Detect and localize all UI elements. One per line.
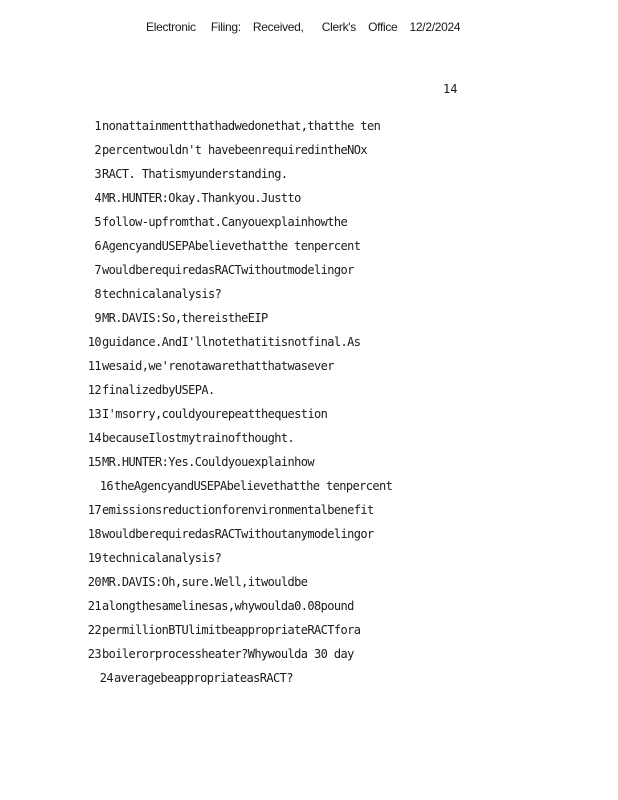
transcript-line: [84, 644, 554, 668]
line-text: becauseIlostmytrainofthought.: [102, 431, 295, 445]
line-text: RACT. Thatismyunderstanding.: [102, 167, 288, 181]
line-number: 17: [87, 503, 101, 517]
line-number: 16: [99, 479, 113, 493]
line-number: 4: [94, 191, 101, 205]
transcript-line: [84, 500, 554, 524]
line-number: 14: [87, 431, 101, 445]
line-number: 10: [87, 335, 101, 349]
transcript-line: [84, 668, 554, 692]
transcript-line: [84, 548, 554, 572]
line-text: wouldberequiredasRACTwithoutmodelingor: [102, 263, 354, 277]
line-text: finalizedbyUSEPA.: [102, 383, 215, 397]
transcript-line: [84, 188, 554, 212]
transcript-line: [84, 380, 554, 404]
line-number: 19: [87, 551, 101, 565]
transcript-line: [84, 524, 554, 548]
line-number: 24: [99, 671, 113, 685]
transcript-line: [84, 572, 554, 596]
line-number: 3: [94, 167, 101, 181]
transcript-line: [84, 164, 554, 188]
line-text: nonattainmentthathadwedonethat,thatthe ten: [102, 119, 381, 133]
line-text: MR.HUNTER:Yes.Couldyouexplainhow: [102, 455, 314, 469]
line-number: 5: [94, 215, 101, 229]
line-text: I'msorry,couldyourepeatthequestion: [102, 407, 328, 421]
line-number: 11: [87, 359, 101, 373]
transcript-line: [84, 116, 554, 140]
line-number: 20: [87, 575, 101, 589]
line-number: 6: [94, 239, 101, 253]
transcript-line: [84, 428, 554, 452]
transcript-line: [84, 356, 554, 380]
line-text: permillionBTUlimitbeappropriateRACTfora: [102, 623, 361, 637]
line-text: MR.DAVIS:So,thereistheEIP: [102, 311, 268, 325]
line-text: percentwouldn't havebeenrequiredintheNOx: [102, 143, 367, 157]
line-text: emissionsreductionforenvironmentalbenefit: [102, 503, 374, 517]
transcript-line: [84, 404, 554, 428]
line-text: follow-upfromthat.Canyouexplainhowthe: [102, 215, 348, 229]
page-number: 14: [443, 82, 458, 96]
line-number: 8: [94, 287, 101, 301]
line-text: alongthesamelinesas,whywoulda0.08pound: [102, 599, 354, 613]
transcript-line: [84, 596, 554, 620]
line-text: theAgencyandUSEPAbelievethatthe tenpercent: [114, 479, 393, 493]
transcript-line: [84, 284, 554, 308]
line-text: MR.DAVIS:Oh,sure.Well,itwouldbe: [102, 575, 308, 589]
transcript-line: [84, 308, 554, 332]
transcript-line: [84, 236, 554, 260]
line-text: AgencyandUSEPAbelievethatthe tenpercent: [102, 239, 361, 253]
line-text: technicalanalysis?: [102, 551, 222, 565]
filing-stamp-header: Electronic Filing: Received, Clerk's Office 12/2/2024: [146, 20, 461, 34]
line-number: 1: [94, 119, 101, 133]
transcript-line: [84, 452, 554, 476]
line-text: wouldberequiredasRACTwithoutanymodelingor: [102, 527, 374, 541]
line-text: technicalanalysis?: [102, 287, 222, 301]
line-number: 13: [87, 407, 101, 421]
transcript-line: [84, 140, 554, 164]
line-number: 9: [94, 311, 101, 325]
line-text: boilerorprocessheater?Whywoulda 30 day: [102, 647, 354, 661]
line-number: 21: [87, 599, 101, 613]
transcript-line: [84, 332, 554, 356]
line-number: 2: [94, 143, 101, 157]
line-text: guidance.AndI'llnotethatitisnotfinal.As: [102, 335, 361, 349]
line-number: 12: [87, 383, 101, 397]
transcript-line: [84, 212, 554, 236]
line-number: 18: [87, 527, 101, 541]
line-number: 23: [87, 647, 101, 661]
transcript-line: [84, 260, 554, 284]
transcript-line: [84, 620, 554, 644]
line-number: 22: [87, 623, 101, 637]
line-text: MR.HUNTER:Okay.Thankyou.Justto: [102, 191, 301, 205]
transcript-body: [84, 116, 554, 692]
line-text: averagebeappropriateasRACT?: [114, 671, 293, 685]
line-text: wesaid,we'renotawarethatthatwasever: [102, 359, 334, 373]
line-number: 7: [94, 263, 101, 277]
transcript-line: [84, 476, 554, 500]
line-number: 15: [87, 455, 101, 469]
